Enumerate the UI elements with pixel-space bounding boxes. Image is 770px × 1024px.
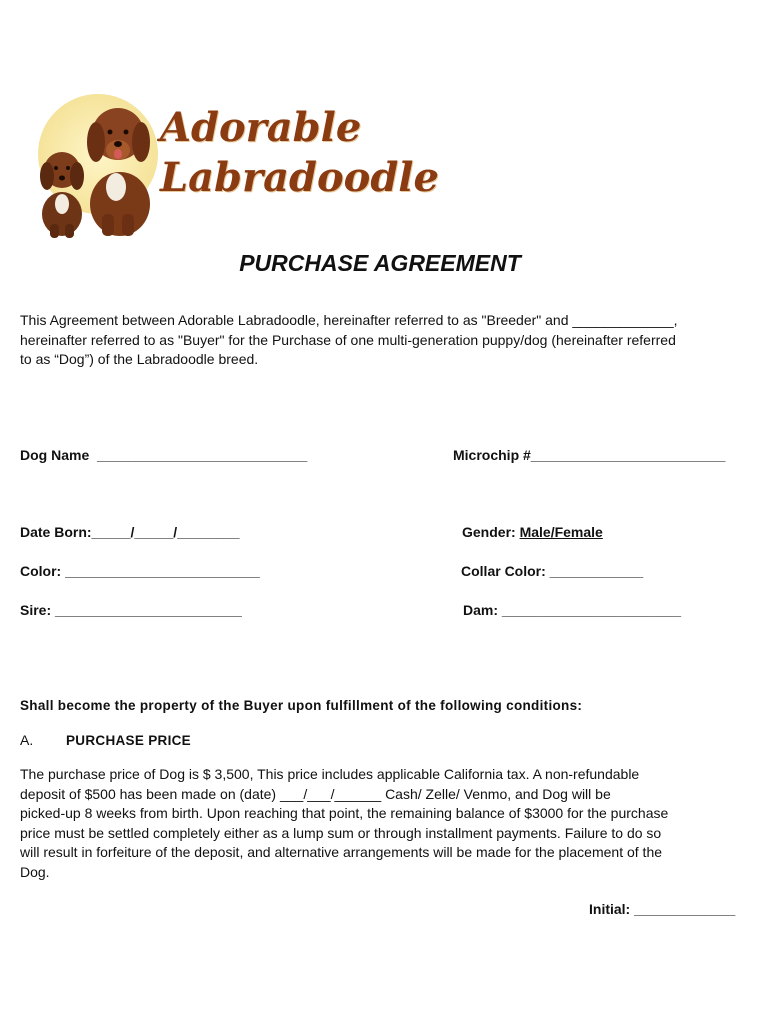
section-a-letter: A. — [20, 732, 34, 748]
paragraph-line: The purchase price of Dog is $ 3,500, This price includes applicable California tax. A non-refundable — [20, 766, 640, 782]
initial-field[interactable]: Initial: _____________ — [589, 901, 736, 917]
intro-line: to as “Dog”) of the Labradoodle breed. — [20, 351, 259, 367]
gender-label: Gender: — [462, 524, 520, 540]
gender-field[interactable] — [462, 524, 603, 540]
paragraph-line: Dog. — [20, 863, 50, 880]
gender-value: Male/Female — [519, 524, 603, 540]
paragraph-line: price must be settled completely either as a lump sum or through installment payments. Failure to do so — [20, 824, 662, 841]
section-a-title: PURCHASE PRICE — [66, 733, 191, 748]
date-born-field[interactable]: Date Born:_____/_____/________ — [20, 524, 240, 540]
dog-name-field[interactable]: Dog Name ___________________________ — [20, 447, 308, 463]
intro-line: This Agreement between Adorable Labradoodle, hereinafter referred to as "Breeder" and _____________, — [20, 312, 678, 328]
logo-text-labradoodle: Labradoodle — [160, 154, 439, 201]
paragraph-line: will result in forfeiture of the deposit, and alternative arrangements will be made for the placement of the — [20, 844, 663, 860]
conditions-heading: Shall become the property of the Buyer upon fulfillment of the following conditions: — [20, 698, 583, 713]
purchase-price-paragraph — [20, 765, 755, 882]
paragraph-line: deposit of $500 has been made on (date) ___/___/______ Cash/ Zelle/ Venmo, and Dog will be — [20, 785, 611, 802]
labradoodle-dogs-illustration — [20, 92, 170, 242]
page-title: PURCHASE AGREEMENT — [239, 250, 521, 276]
color-field[interactable]: Color: _________________________ — [20, 563, 260, 579]
company-logo — [20, 92, 439, 242]
intro-line: hereinafter referred to as "Buyer" for the Purchase of one multi-generation puppy/dog (hereinafter referred — [20, 331, 676, 348]
intro-paragraph — [20, 311, 755, 370]
logo-text-adorable: Adorable — [160, 104, 362, 151]
sire-field[interactable]: Sire: ________________________ — [20, 602, 242, 618]
collar-color-field[interactable]: Collar Color: ____________ — [461, 563, 644, 579]
paragraph-line: picked-up 8 weeks from birth. Upon reaching that point, the remaining balance of $3000 for the purchase — [20, 805, 669, 821]
dam-field[interactable]: Dam: _______________________ — [463, 602, 681, 618]
microchip-field[interactable]: Microchip #_________________________ — [453, 447, 726, 463]
